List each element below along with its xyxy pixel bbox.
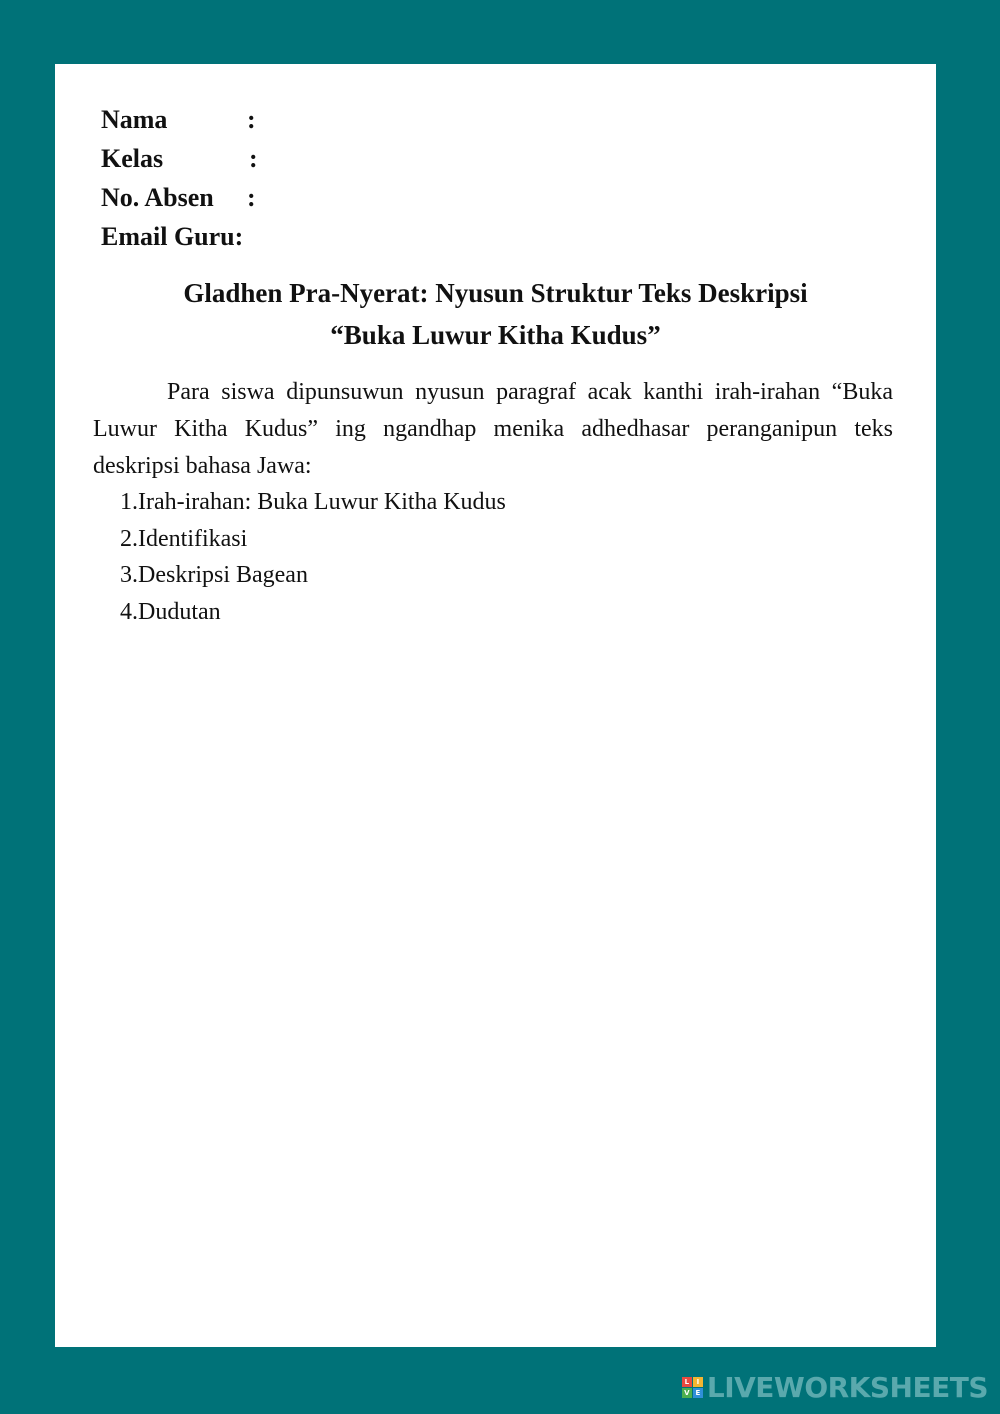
- field-attendance-number: [101, 178, 258, 217]
- watermark-text: LIVEWORKSHEETS: [706, 1371, 988, 1404]
- structure-list: [111, 484, 506, 630]
- list-item-number: 1.: [120, 489, 138, 515]
- field-name-label: Nama: [101, 105, 168, 134]
- list-item-number: 3.: [120, 562, 138, 588]
- instructions-paragraph: Para siswa dipunsuwun nyusun paragraf acak kanthi irah-irahan “Buka Luwur Kitha Kudus” ing ngandhap menika adhedhasar peranganipun teks deskripsi bahasa Jawa:: [93, 379, 893, 479]
- title-line-2: “Buka Luwur Kitha Kudus”: [330, 320, 661, 350]
- worksheet-title: [55, 272, 936, 356]
- logo-letter: E: [693, 1388, 703, 1398]
- field-class-label: Kelas: [101, 144, 164, 173]
- list-item-number: 4.: [120, 598, 138, 625]
- liveworksheets-watermark: [682, 1371, 988, 1404]
- list-item-label: Identifikasi: [138, 525, 248, 552]
- field-class: [101, 139, 258, 178]
- field-teacher-email-colon: :: [234, 222, 244, 251]
- title-line-1: Gladhen Pra-Nyerat: Nyusun Struktur Teks Deskripsi: [183, 278, 808, 308]
- field-class-colon: :: [249, 144, 258, 173]
- list-item-label: Irah-irahan: Buka Luwur Kitha Kudus: [138, 489, 506, 515]
- field-name: [101, 100, 258, 139]
- worksheet-page: [55, 64, 936, 1347]
- list-item-label: Deskripsi Bagean: [138, 562, 308, 588]
- field-teacher-email-label: Email Guru: [101, 222, 235, 251]
- list-item: [111, 484, 506, 521]
- list-item: [111, 521, 506, 558]
- logo-letter: V: [682, 1388, 692, 1398]
- logo-letter: I: [693, 1377, 703, 1387]
- field-teacher-email: [101, 217, 258, 256]
- field-attendance-number-label: No. Absen: [101, 183, 214, 212]
- list-item: [111, 557, 506, 594]
- field-attendance-number-colon: :: [247, 183, 256, 212]
- list-item-label: Dudutan: [138, 598, 221, 625]
- field-name-colon: :: [247, 105, 256, 134]
- logo-letter: L: [682, 1377, 692, 1387]
- list-item-number: 2.: [120, 525, 138, 552]
- liveworksheets-logo-icon: [682, 1377, 703, 1398]
- list-item: [111, 594, 506, 631]
- student-info-fields: [101, 100, 258, 256]
